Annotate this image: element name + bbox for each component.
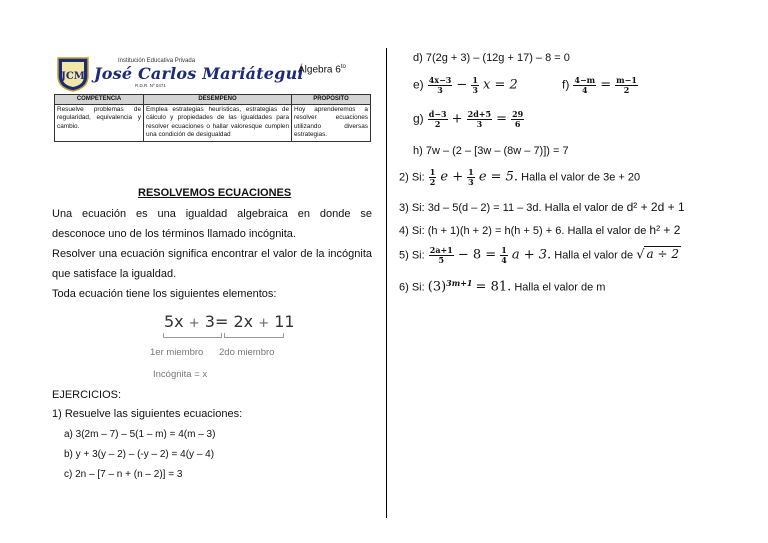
school-name: José Carlos Mariátegui [94, 64, 304, 83]
header-desempeno: DESEMPEÑO [144, 95, 292, 105]
cell-proposito: Hoy aprenderemos a resolver ecuaciones utilizando diversas estrategias. [292, 104, 371, 141]
school-logo [56, 56, 90, 92]
paragraph-solve: Resolver una ecuación significa encontrar el valor de la incógnita que satisface la igualdad. [52, 248, 372, 280]
exercise-1h: h) 7w – (2 – [3w – (8w – 7)]) = 7 [413, 145, 569, 157]
header-proposito: PROPÓSITO [292, 95, 371, 105]
exercise-5: 5) Si: $\frac{2a+1}{5}$ − 8 = $\frac{1}{4}$ a + 3. Halla el valor de √ a ÷ 2 [399, 245, 679, 265]
section-title: RESOLVEMOS ECUACIONES [138, 187, 292, 199]
cell-desempeno: Emplea estrategias heurísticas, estrategias de cálculo y propiedades de las igualdades para resolver ecuaciones o hallar valoresque cumplen una condición de desigualdad [144, 104, 292, 141]
exercise-1g: g) $\frac{d-3}{2}$ + $\frac{2d+5}{3}$ = $\frac{29}{6}$ [413, 109, 524, 129]
exercise-1f: f) $\frac{4-m}{4}$ = $\frac{m-1}{2}$ [562, 75, 637, 95]
exercises-title: EJERCICIOS: [52, 389, 122, 401]
logo-letters: JCM [61, 71, 85, 82]
exercise-1-prompt: 1) Resuelve las siguientes ecuaciones: [52, 408, 243, 420]
paragraph-elements: Toda ecuación tiene los siguientes elementos: [52, 288, 277, 300]
header-competencia: COMPETENCIA [55, 95, 144, 105]
exercise-3: 3) Si: 3d – 5(d – 2) = 11 – 3d. Halla el valor de d² + 2d + 1 [399, 200, 685, 214]
second-member-brace [224, 333, 284, 338]
column-divider [386, 48, 387, 518]
exercise-1c: c) 2n – [7 – n + (n – 2)] = 3 [64, 469, 183, 480]
first-member-brace [163, 333, 222, 338]
institution-label: Institución Educativa Privada [118, 58, 196, 64]
example-equation: 5x + 3= 2x + 11 [164, 312, 295, 331]
subject-title: Álgebra $6^{to}$ [298, 64, 346, 76]
paragraph-definition: Una ecuación es una igualdad algebraica en donde se desconoce uno de los términos llamado incógnita. [52, 208, 372, 240]
resolution-number: R.D.R. Nº 0471 [135, 83, 166, 88]
second-member-label: 2do miembro [219, 347, 275, 358]
first-member-label: 1er miembro [150, 347, 204, 358]
exercise-1e: e) $\frac{4x-3}{3}$ − $\frac{1}{3}$ x = 2 [413, 75, 518, 95]
exercise-1d: d) 7(2g + 3) – (12g + 17) – 8 = 0 [413, 52, 570, 64]
exercise-1a: a) 3(2m – 7) – 5(1 – m) = 4(m – 3) [64, 429, 216, 440]
exercise-1b: b) y + 3(y – 2) – (-y – 2) = 4(y – 4) [64, 449, 215, 460]
exercise-4: 4) Si: (h + 1)(h + 2) = h(h + 5) + 6. Halla el valor de h² + 2 [399, 223, 681, 237]
exercise-2: 2) Si: $\frac{1}{2}$ e + $\frac{1}{3}$ e = 5. Halla el valor de 3e + 20 [399, 167, 641, 187]
unknown-label: Incógnita = x [153, 369, 208, 380]
cell-competencia: Resuelve problemas de regularidad, equivalencia y cambio. [55, 104, 144, 141]
competency-table [54, 94, 371, 142]
exercise-6: 6) Si: $(3)^{3m+1} = 81$. Halla el valor de m [399, 278, 606, 295]
